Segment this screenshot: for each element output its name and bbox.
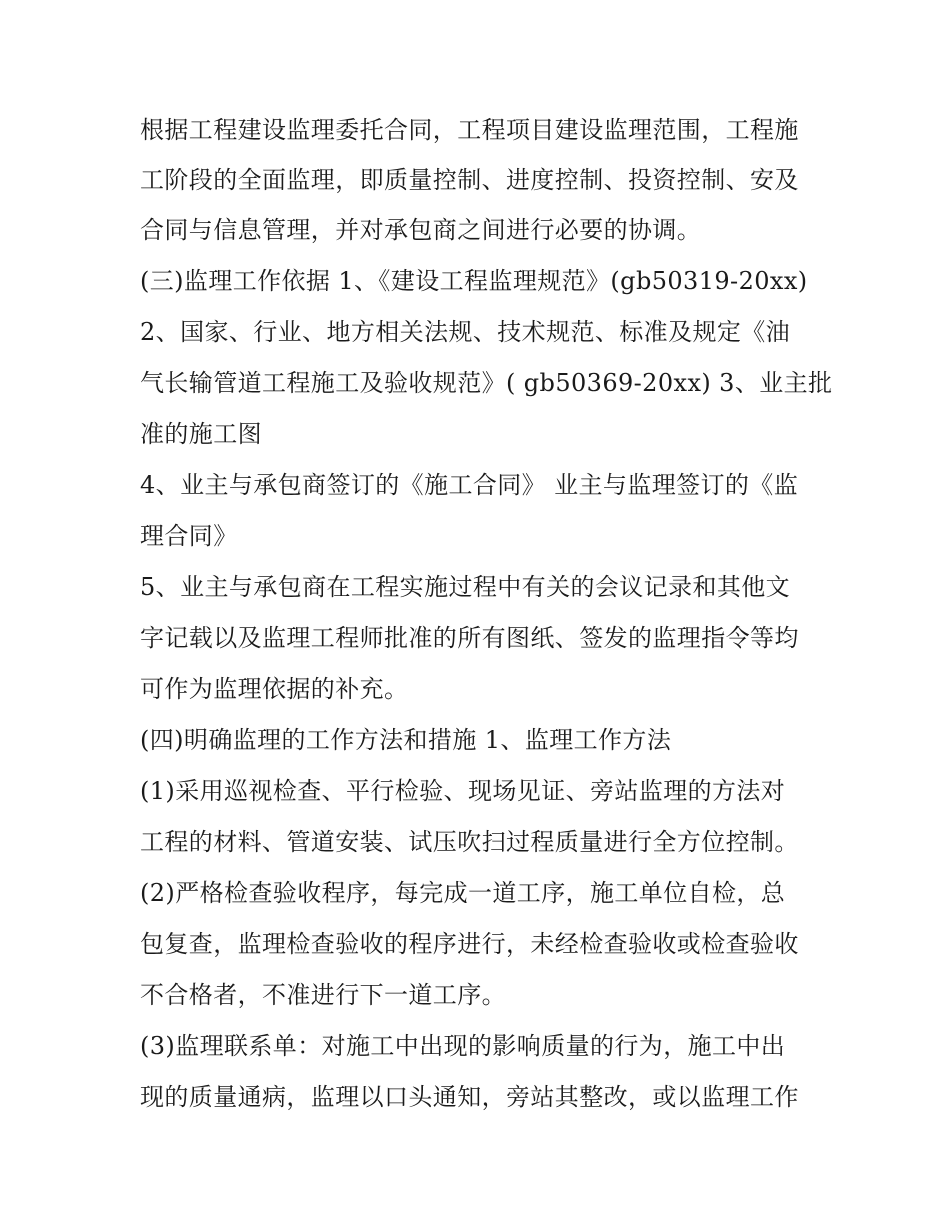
text-line: 工阶段的全面监理，即质量控制、进度控制、投资控制、安及 xyxy=(140,166,799,194)
section-heading-basis: (三)监理工作依据 1、《建设工程监理规范》(gb50319-20xx) xyxy=(140,267,808,295)
text-line: 准的施工图 xyxy=(140,420,262,448)
text-line: 理合同》 xyxy=(140,522,238,550)
text-line: 合同与信息管理，并对承包商之间进行必要的协调。 xyxy=(140,216,702,244)
text-line: 字记载以及监理工程师批准的所有图纸、签发的监理指令等均 xyxy=(140,624,799,652)
text-line: 包复查，监理检查验收的程序进行，未经检查验收或检查验收 xyxy=(140,930,799,958)
text-line: (1)采用巡视检查、平行检验、现场见证、旁站监理的方法对 xyxy=(140,777,786,805)
section-heading-methods: (四)明确监理的工作方法和措施 1、监理工作方法 xyxy=(140,726,672,754)
text-line: 可作为监理依据的补充。 xyxy=(140,675,409,703)
text-line: 根据工程建设监理委托合同，工程项目建设监理范围，工程施 xyxy=(140,116,799,144)
text-line: 工程的材料、管道安装、试压吹扫过程质量进行全方位控制。 xyxy=(140,828,799,856)
text-line: 4、业主与承包商签订的《施工合同》 业主与监理签订的《监 xyxy=(140,471,799,499)
text-line: 5、业主与承包商在工程实施过程中有关的会议记录和其他文 xyxy=(140,573,791,601)
text-line: (3)监理联系单：对施工中出现的影响质量的行为，施工中出 xyxy=(140,1032,786,1060)
text-line: 气长输管道工程施工及验收规范》( gb50369-20xx) 3、业主批 xyxy=(140,369,833,397)
text-line: 现的质量通病，监理以口头通知，旁站其整改，或以监理工作 xyxy=(140,1083,799,1111)
text-line: (2)严格检查验收程序，每完成一道工序，施工单位自检，总 xyxy=(140,879,786,907)
text-line: 2、国家、行业、地方相关法规、技术规范、标准及规定《油 xyxy=(140,318,791,346)
text-line: 不合格者，不准进行下一道工序。 xyxy=(140,981,506,1009)
